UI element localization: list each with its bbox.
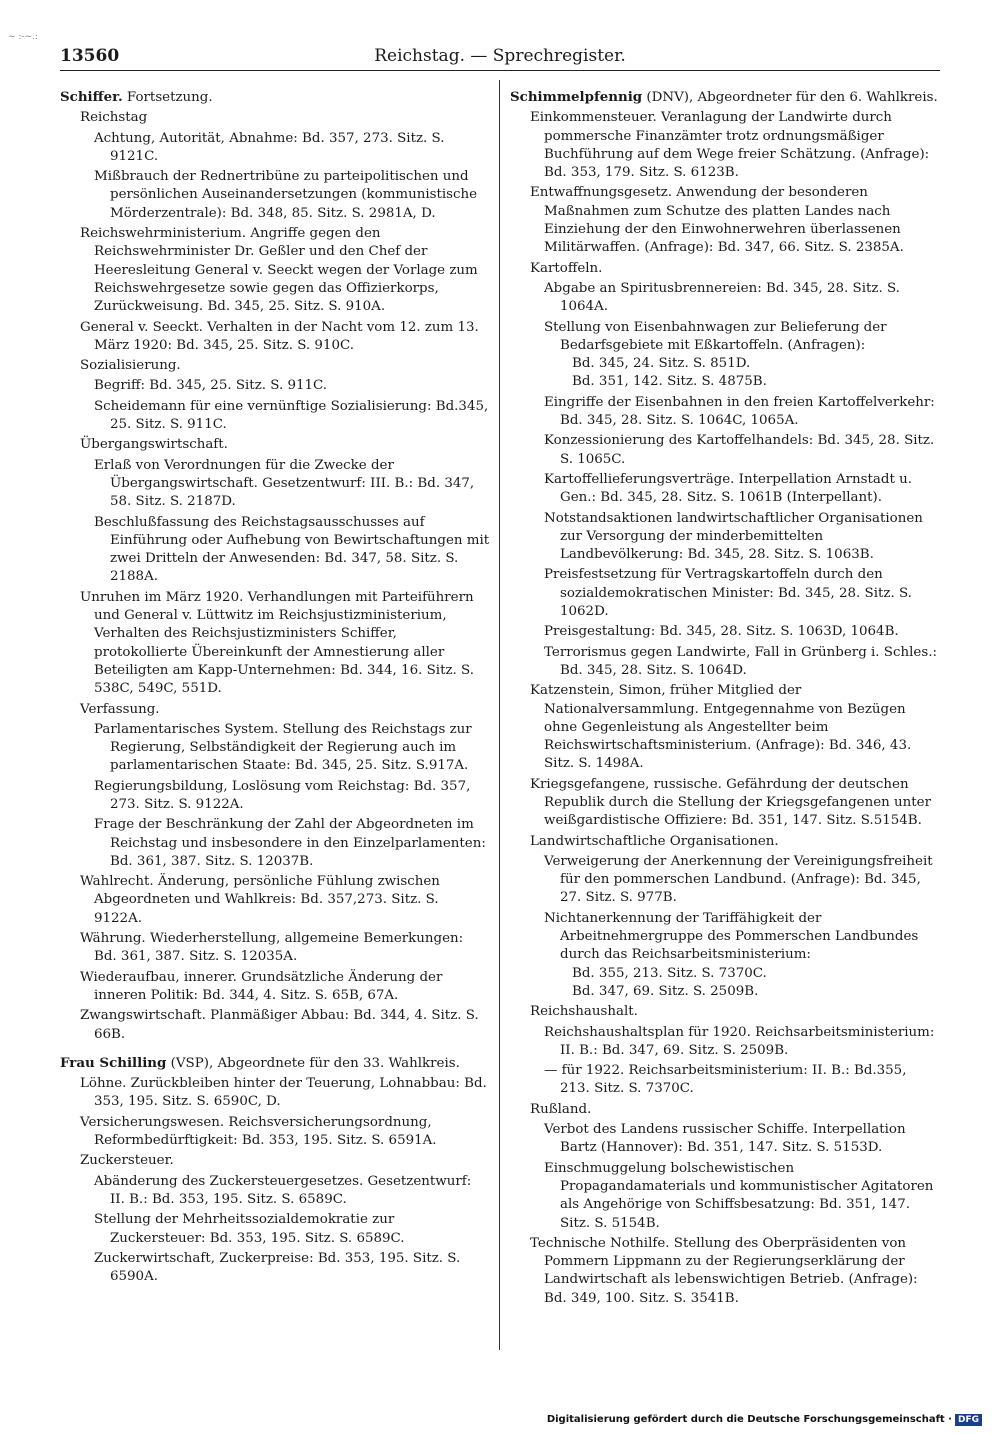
subject-entry: Katzenstein, Simon, früher Mitglied der Nationalversammlung. Entgegennahme von Bezügen ohne Gegenleistung als Angestellter beim Reichswirtschaftsministerium. (Anfrage): Bd. 346, 43. Sitz. S. 1498A. xyxy=(530,683,912,772)
reference-line: Bd. 351, 142. Sitz. S. 4875B. xyxy=(572,374,767,390)
subject-entry: Rußland. xyxy=(530,1101,592,1117)
person-entry xyxy=(510,88,938,1308)
person-entry xyxy=(60,1054,490,1287)
person-entry xyxy=(60,88,490,1044)
subject-entry: Reichswehrministerium. Angriffe gegen den Reichswehrminister Dr. Geßler und den Chef der Heeresleitung General v. Seeckt wegen der Vorlage zum Reichswehrgesetze sowie gegen das Offizierkorps, Zurückweisung. Bd. 345, 25. Sitz. S. 910A. xyxy=(80,226,478,315)
sub-entry: Scheidemann für eine vernünftige Sozialisierung: Bd.345, 25. Sitz. S. 911C. xyxy=(94,398,489,433)
sub-entry: Konzessionierung des Kartoffelhandels: Bd. 345, 28. Sitz. S. 1065C. xyxy=(544,433,935,467)
subject-entry: Übergangswirtschaft. xyxy=(80,437,228,453)
person-heading xyxy=(60,1054,490,1073)
sub-entry: Parlamentarisches System. Stellung des Reichstags zur Regierung, Selbständigkeit der Regierung auch im parlamentarischen Staate: Bd. 345, 25. Sitz. S.917A. xyxy=(94,721,472,774)
sub-entry: Erlaß von Verordnungen für die Zwecke der Übergangswirtschaft. Gesetzentwurf: III. B.: Bd. 347, 58. Sitz. S. 2187D. xyxy=(94,457,475,510)
column-divider xyxy=(499,80,500,1350)
sub-entry: Terrorismus gegen Landwirte, Fall in Grünberg i. Schles.: Bd. 345, 28. Sitz. S. 1064D. xyxy=(544,644,937,678)
sub-entry: Verbot des Landens russischer Schiffe. Interpellation Bartz (Hannover): Bd. 351, 147. Sitz. S. 5153D. xyxy=(544,1122,906,1156)
subject-entry: Unruhen im März 1920. Verhandlungen mit Parteiführern und General v. Lüttwitz im Reichsjustizministerium, Verhalten des Reichsjustizministers Schiffer, protokollierte Übereinkunft der Amnestierung aller Beteiligten am Kapp-Unternehmen: Bd. 344, 16. Sitz. S. 538C, 549C, 551D. xyxy=(80,589,474,697)
sub-entry: Beschlußfassung des Reichstagsausschusses auf Einführung oder Aufhebung von Bewirtschaftungen mit zwei Dritteln der Anwesenden: Bd. 347, 58. Sitz. S. 2188A. xyxy=(94,514,490,585)
reference-line: Bd. 347, 69. Sitz. S. 2509B. xyxy=(572,983,759,999)
person-heading xyxy=(60,88,490,107)
subject-entry: Währung. Wiederherstellung, allgemeine Bemerkungen: Bd. 361, 387. Sitz. S. 12035A. xyxy=(80,931,464,965)
sub-entry: Achtung, Autorität, Abnahme: Bd. 357, 273. Sitz. S. 9121C. xyxy=(94,130,445,164)
person-details: Fortsetzung. xyxy=(122,90,213,105)
subject-entry: Entwaffnungsgesetz. Anwendung der besonderen Maßnahmen zum Schutze des platten Landes nach Einziehung der den Einwohnerwehren überlassenen Militärwaffen. (Anfrage): Bd. 347, 66. Sitz. S. 2385A. xyxy=(530,185,904,256)
sub-entry: Eingriffe der Eisenbahnen in den freien Kartoffelverkehr: Bd. 345, 28. Sitz. S. 1064C, 1065A. xyxy=(544,394,935,429)
subject-entry: General v. Seeckt. Verhalten in der Nacht vom 12. zum 13. März 1920: Bd. 345, 25. Sitz. S. 910C. xyxy=(80,319,479,353)
subject-entry: Kriegsgefangene, russische. Gefährdung der deutschen Republik durch die Stellung der Kriegsgefangenen unter weißgardistische Offiziere: Bd. 351, 147. Sitz. S.5154B. xyxy=(530,776,931,829)
sub-entry: Nichtanerkennung der Tariffähigkeit der Arbeitnehmergruppe des Pommerschen Landbundes durch das Reichsarbeitsministerium: xyxy=(544,910,919,963)
footer-credit xyxy=(547,1414,982,1426)
subject-entry: Wiederaufbau, innerer. Grundsätzliche Änderung der inneren Politik: Bd. 344, 4. Sitz. S. 65B, 67A. xyxy=(80,969,443,1003)
footer-text: Digitalisierung gefördert durch die Deutsche Forschungsgemeinschaft · xyxy=(546,1414,952,1425)
subject-entry: Einkommensteuer. Veranlagung der Landwirte durch pommersche Finanzämter trotz ordnungsmäßiger Buchführung auf dem Wege freier Schätzung. (Anfrage): Bd. 353, 179. Sitz. S. 6123B. xyxy=(530,110,930,181)
sub-entry: Abgabe an Spiritusbrennereien: Bd. 345, 28. Sitz. S. 1064A. xyxy=(544,280,900,315)
sub-entry: Zuckerwirtschaft, Zuckerpreise: Bd. 353, 195. Sitz. S. 6590A. xyxy=(94,1250,461,1285)
right-column xyxy=(510,88,938,1318)
reference-line: Bd. 355, 213. Sitz. S. 7370C. xyxy=(572,965,767,981)
sub-entry: Preisgestaltung: Bd. 345, 28. Sitz. S. 1063D, 1064B. xyxy=(544,624,899,640)
subject-entry: Technische Nothilfe. Stellung des Oberpräsidenten von Pommern Lippmann zu der Regierungserklärung der Landwirtschaft als lebenswichtigen Betrieb. (Anfrage): Bd. 349, 100. Sitz. S. 3541B. xyxy=(530,1235,918,1306)
subject-entry: Sozialisierung. xyxy=(80,358,181,374)
sub-entry: Stellung der Mehrheitssozialdemokratie zur Zuckersteuer: Bd. 353, 195. Sitz. S. 6589C. xyxy=(94,1212,405,1246)
sub-entry: Reichshaushaltsplan für 1920. Reichsarbeitsministerium: II. B.: Bd. 347, 69. Sitz. S. 2509B. xyxy=(544,1024,935,1058)
dfg-logo: DFG xyxy=(955,1414,982,1426)
sub-entry: Verweigerung der Anerkennung der Vereinigungsfreiheit für den pommerschen Landbund. (Anfrage): Bd. 345, 27. Sitz. S. 977B. xyxy=(544,853,933,906)
subject-entry: Versicherungswesen. Reichsversicherungsordnung, Reformbedürftigkeit: Bd. 353, 195. Sitz. S. 6591A. xyxy=(80,1114,437,1149)
sub-entry: Stellung von Eisenbahnwagen zur Belieferung der Bedarfsgebiete mit Eßkartoffeln. (Anfragen): xyxy=(544,319,887,353)
reference-line: Bd. 345, 24. Sitz. S. 851D. xyxy=(572,356,751,372)
subject-entry: Löhne. Zurückbleiben hinter der Teuerung, Lohnabbau: Bd. 353, 195. Sitz. S. 6590C, D. xyxy=(80,1076,487,1110)
sub-entry: Begriff: Bd. 345, 25. Sitz. S. 911C. xyxy=(94,378,328,394)
sub-entry: Frage der Beschränkung der Zahl der Abgeordneten im Reichstag und insbesondere in den Einzelparlamenten: Bd. 361, 387. Sitz. S. 12037B. xyxy=(94,817,486,869)
subject-entry: Wahlrecht. Änderung, persönliche Fühlung zwischen Abgeordneten und Wahlkreis: Bd. 357,273. Sitz. S. 9122A. xyxy=(80,874,440,926)
subject-entry: Reichshaushalt. xyxy=(530,1004,638,1020)
sub-entry: Preisfestsetzung für Vertragskartoffeln durch den sozialdemokratischen Minister: Bd. 345, 28. Sitz. S. 1062D. xyxy=(544,567,912,620)
sub-entry: — für 1922. Reichsarbeitsministerium: II. B.: Bd.355, 213. Sitz. S. 7370C. xyxy=(544,1063,907,1097)
running-head: Reichstag. — Sprechregister. xyxy=(374,46,626,66)
person-details: (DNV), Abgeordneter für den 6. Wahlkreis. xyxy=(642,90,938,105)
person-name: Schimmelpfennig xyxy=(510,89,643,105)
subject-entry: Kartoffeln. xyxy=(530,260,603,276)
header-rule xyxy=(60,70,940,71)
subject-entry: Reichstag xyxy=(80,110,148,126)
sub-entry: Abänderung des Zuckersteuergesetzes. Gesetzentwurf: II. B.: Bd. 353, 195. Sitz. S. 6589C. xyxy=(94,1173,472,1207)
scan-artifact: ~ :-~.: xyxy=(8,32,38,42)
sub-entry: Einschmuggelung bolschewistischen Propagandamaterials und kommunistischer Agitatoren als Angehörige von Schiffsbesatzung: Bd. 351, 147. Sitz. S. 5154B. xyxy=(544,1160,934,1231)
sub-entry: Kartoffellieferungsverträge. Interpellation Arnstadt u. Gen.: Bd. 345, 28. Sitz. S. 1061B (Interpellant). xyxy=(544,471,912,506)
person-heading xyxy=(510,88,938,107)
person-name: Frau Schilling xyxy=(60,1054,167,1071)
subject-entry: Landwirtschaftliche Organisationen. xyxy=(530,833,779,849)
left-column xyxy=(60,88,490,1296)
subject-entry: Zwangswirtschaft. Planmäßiger Abbau: Bd. 344, 4. Sitz. S. 66B. xyxy=(80,1008,479,1042)
subject-entry: Verfassung. xyxy=(80,701,160,717)
subject-entry: Zuckersteuer. xyxy=(80,1153,174,1169)
page-number: 13560 xyxy=(60,46,120,66)
sub-entry: Mißbrauch der Rednertribüne zu parteipolitischen und persönlichen Auseinandersetzungen (kommunistische Mörderzentrale): Bd. 348, 85. Sitz. S. 2981A, D. xyxy=(94,169,478,221)
person-details: (VSP), Abgeordnete für den 33. Wahlkreis. xyxy=(166,1055,460,1071)
person-name: Schiffer. xyxy=(60,89,123,105)
sub-entry: Regierungsbildung, Loslösung vom Reichstag: Bd. 357, 273. Sitz. S. 9122A. xyxy=(94,778,471,812)
sub-entry: Notstandsaktionen landwirtschaftlicher Organisationen zur Versorgung der minderbemittelten Landbevölkerung: Bd. 345, 28. Sitz. S. 1063B. xyxy=(544,510,923,563)
